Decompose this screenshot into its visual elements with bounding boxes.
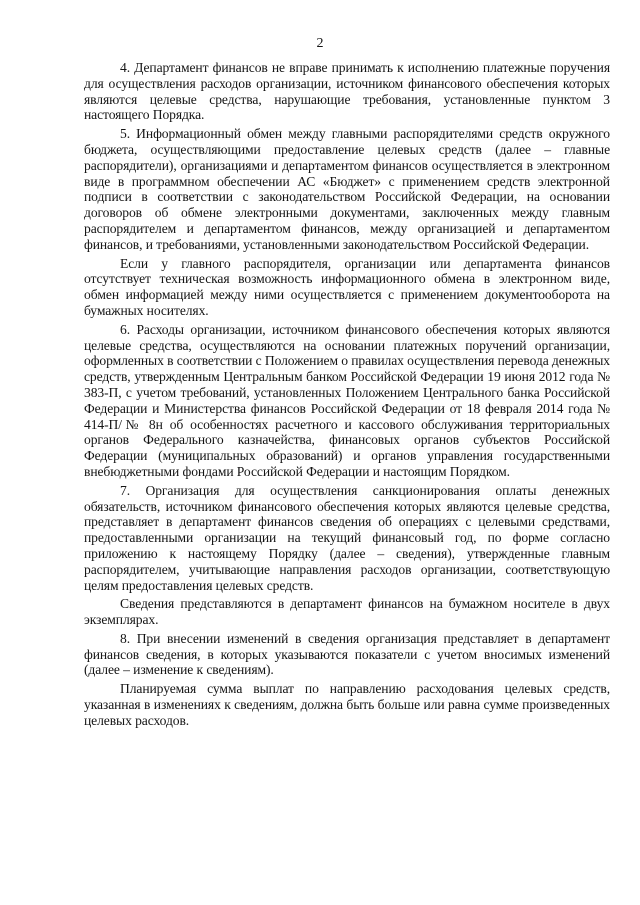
document-body [84,60,610,732]
paragraph-item-5: 5. Информационный обмен между главными распорядителями средств окружного бюджета, осуществляющими предоставление целевых средств (далее – главные распорядители), организациями и департаментом финансов осуществляется в электронном виде в программном обеспечении АС «Бюджет» с применением средств электронной подписи в соответствии с законодательством Российской Федерации, на основании договоров об обмене электронными документами, заключенных между главным распорядителем и департаментом финансов, между организацией и департаментом финансов, и требованиями, установленными законодательством Российской Федерации. [84,126,610,252]
paragraph-item-5-continued: Если у главного распорядителя, организации или департамента финансов отсутствует техническая возможность информационного обмена в электронном виде, обмен информацией между ними осуществляется с применением документооборота на бумажных носителях. [84,255,610,318]
paragraph-item-7: 7. Организация для осуществления санкционирования оплаты денежных обязательств, источником финансового обеспечения которых являются целевые средства, представляет в департамент финансов сведения об операциях с целевыми средствами, предоставленными организации на текущий финансовый год, по форме согласно приложению к настоящему Порядку (далее – сведения), утвержденные главным распорядителем, учитывающие направления расходов организации, соответствующую целям предоставления целевых средств. [84,482,610,593]
paragraph-item-7-continued: Сведения представляются в департамент финансов на бумажном носителе в двух экземплярах. [84,596,610,628]
page-number: 2 [316,36,324,51]
paragraph-item-4: 4. Департамент финансов не вправе принимать к исполнению платежные поручения для осуществления расходов организации, источником финансового обеспечения которых являются целевые средства, нарушающие требования, установленные пунктом 3 настоящего Порядка. [84,60,610,123]
paragraph-item-6: 6. Расходы организации, источником финансового обеспечения которых являются целевые средства, осуществляются на основании платежных поручений организации, оформленных в соответствии с Положением о правилах осуществления перевода денежных средств, утвержденным Центральным банком Российской Федерации 19 июня 2012 года № 383-П, с учетом требований, установленных Положением Центрального банка Российской Федерации и Министерства финансов Российской Федерации от 18 февраля 2014 года № 414-П/№ 8н об особенностях расчетного и кассового обслуживания территориальных органов Федерального казначейства, финансовых органов субъектов Российской Федерации (муниципальных образований) и органов управления государственными внебюджетными фондами Российской Федерации и настоящим Порядком. [84,321,610,479]
paragraph-item-8: 8. При внесении изменений в сведения организация представляет в департамент финансов сведения, в которых указываются показатели с учетом вносимых изменений (далее – изменение к сведениям). [84,630,610,678]
paragraph-item-8-continued: Планируемая сумма выплат по направлению расходования целевых средств, указанная в изменениях к сведениям, должна быть больше или равна сумме произведенных целевых расходов. [84,681,610,728]
